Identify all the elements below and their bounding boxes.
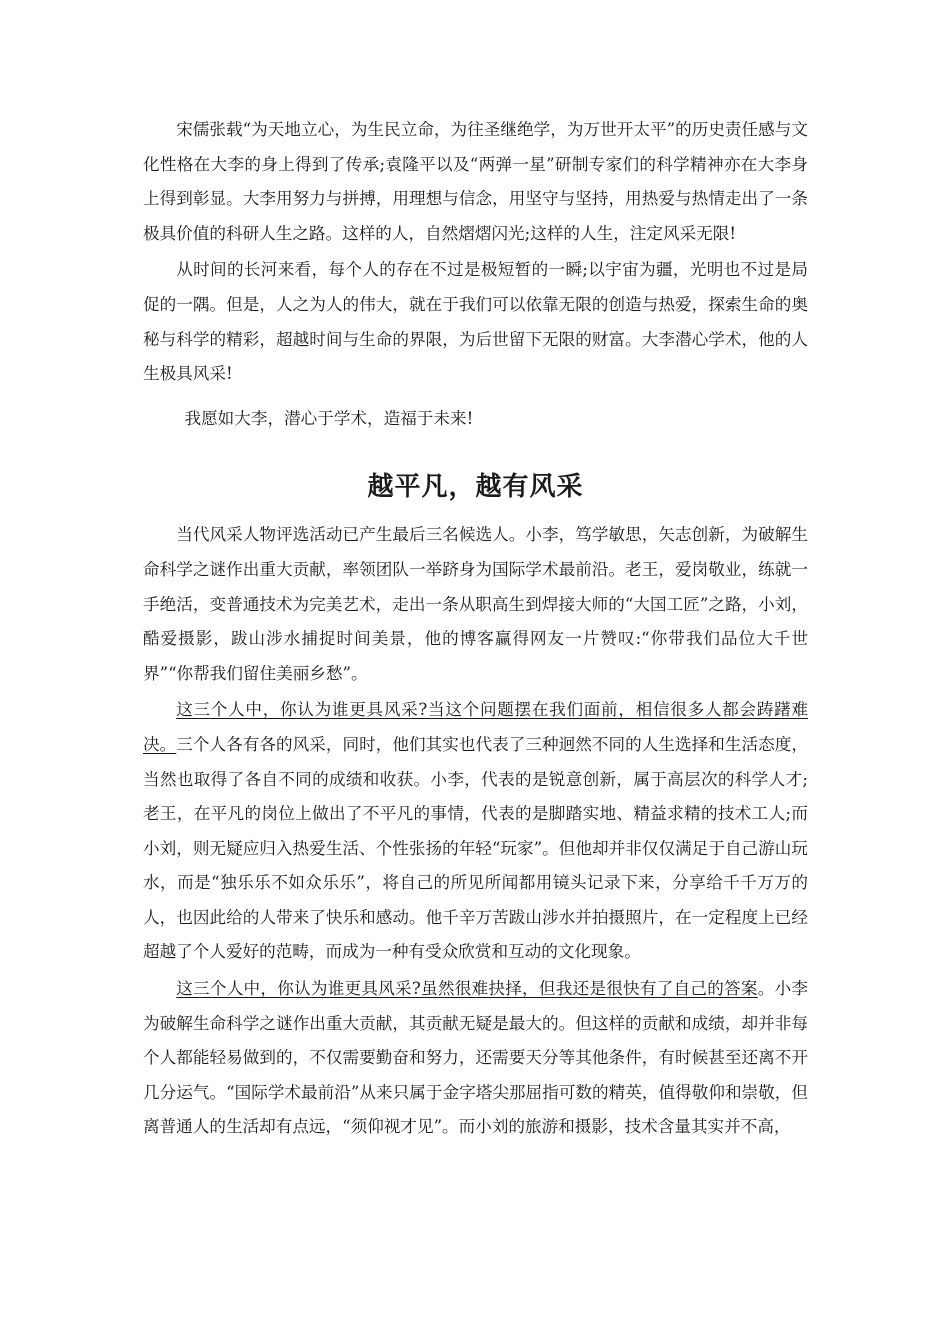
document-page bbox=[143, 113, 808, 1145]
essay-title: 越平凡，越有风采 bbox=[367, 472, 584, 503]
underlined-sentence: 这三个人中，你认为谁更具风采?当这个问题摆在我们面前，相信很多人都会踌躇难决。 bbox=[143, 700, 808, 754]
essay-paragraph bbox=[143, 972, 808, 1145]
paragraph-text: 。小李为破解生命科学之谜作出重大贡献，其贡献无疑是最大的。但这样的贡献和成绩，却并非每个人都能轻易做到的，不仅需要勤奋和努力，还需要天分等其他条件，有时候甚至还离不开几分运气。“国际学术最前沿”从来只属于金字塔尖那屈指可数的精英，值得敬仰和崇敬，但离普通人的生活却有点远，“须仰视才见”。而小刘的旅游和摄影，技术含量其实并不高， bbox=[143, 979, 808, 1137]
essay-paragraph bbox=[143, 693, 808, 970]
essay-intro-paragraph: 当代风采人物评选活动已产生最后三名候选人。小李，笃学敏思，矢志创新，为破解生命科学之谜作出重大贡献，率领团队一举跻身为国际学术最前沿。老王，爱岗敬业，练就一手绝活，变普通技术为完美艺术，走出一条从职高生到焊接大师的“大国工匠”之路，小刘，酷爱摄影，跋山涉水捕捉时间美景，他的博客赢得网友一片赞叹:“你带我们品位大千世界”“你帮我们留住美丽乡愁”。 bbox=[143, 525, 808, 683]
body-paragraph: 从时间的长河来看，每个人的存在不过是极短暂的一瞬;以宇宙为疆，光明也不过是局促的一隅。但是，人之为人的伟大，就在于我们可以依靠无限的创造与热爱，探索生命的奥秘与科学的精彩，超越时间与生命的界限，为后世留下无限的财富。大李潜心学术，他的人生极具风采! bbox=[143, 260, 808, 384]
paragraph-text: 三个人各有各的风采，同时，他们其实也代表了三种迥然不同的人生选择和生活态度，当然也取得了各自不同的成绩和收获。小李，代表的是锐意创新，属于高层次的科学人才;老王，在平凡的岗位上做出了不平凡的事情，代表的是脚踏实地、精益求精的技术工人;而小刘，则无疑应归入热爱生活、个性张扬的年轻“玩家”。但他却并非仅仅满足于自己游山玩水，而是“独乐乐不如众乐乐”，将自己的所见所闻都用镜头记录下来，分享给千千万万的人，也因此给的人带来了快乐和感动。他千辛万苦跋山涉水并拍摄照片，在一定程度上已经超越了个人爱好的范畴，而成为一种有受众欣赏和互动的文化现象。 bbox=[143, 734, 809, 962]
closing-line: 我愿如大李，潜心于学术，造福于未来! bbox=[184, 408, 474, 428]
underlined-sentence: 这三个人中，你认为谁更具风采?虽然很难抉择，但我还是很快有了自己的答案 bbox=[176, 979, 758, 999]
body-paragraph: 宋儒张载“为天地立心，为生民立命，为往圣继绝学，为万世开太平”的历史责任感与文化性格在大李的身上得到了传承;袁隆平以及“两弹一星”研制专家们的科学精神亦在大李身上得到彰显。大李用努力与拼搏，用理想与信念，用坚守与坚持，用热爱与热情走出了一条极具价值的科研人生之路。这样的人，自然熠熠闪光;这样的人生，注定风采无限! bbox=[143, 120, 808, 243]
